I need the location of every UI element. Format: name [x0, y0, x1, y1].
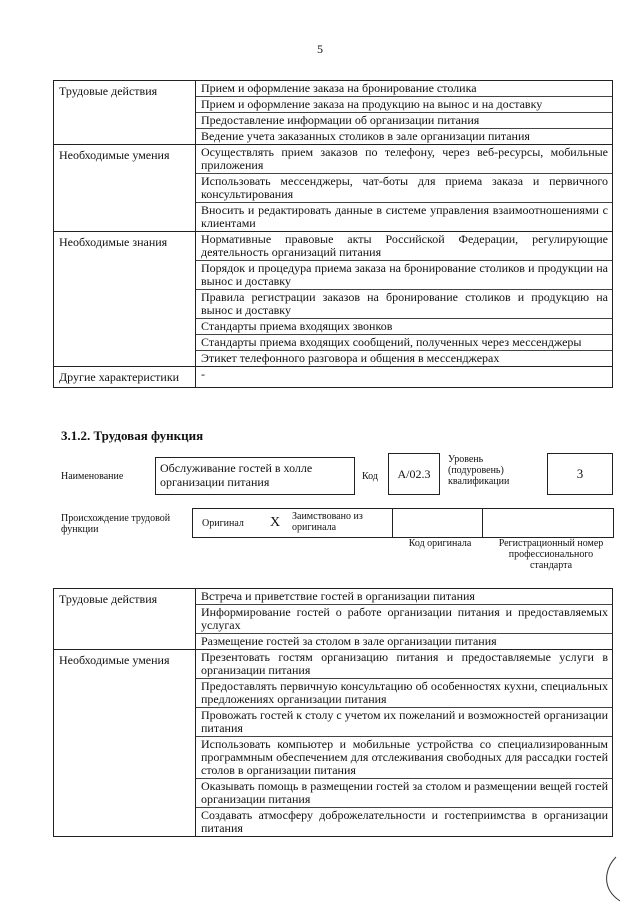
list-item: Использовать компьютер и мобильные устройства со специализированным программным обеспечением для отслеживания свободных для рассадки гостей столов в организации питания	[196, 737, 612, 779]
list-item: -	[201, 367, 205, 381]
requirements-table-2	[53, 588, 613, 837]
section-heading: 3.1.2. Трудовая функция	[61, 428, 204, 443]
original-mark: X	[270, 515, 281, 530]
origin-label: Происхождение трудовой функции	[61, 513, 171, 535]
origin-box	[192, 508, 614, 538]
code-label: Код	[362, 471, 378, 482]
original-code-label: Код оригинала	[408, 538, 472, 549]
row-items	[196, 367, 613, 388]
table-row-skills	[54, 650, 613, 837]
name-label: Наименование	[61, 471, 124, 482]
row-category: Трудовые действия	[54, 589, 196, 650]
margin-curl-mark	[600, 855, 622, 903]
table-row-labor-actions	[54, 589, 613, 650]
row-category: Необходимые знания	[54, 232, 196, 367]
borrowed-label: Заимствовано из оригинала	[292, 511, 363, 533]
row-category: Необходимые умения	[54, 145, 196, 232]
row-items	[196, 589, 613, 650]
requirements-table-1	[53, 80, 613, 388]
list-item: Предоставление информации об организации питания	[196, 113, 612, 129]
level-box: 3	[547, 453, 613, 495]
list-item: Предоставлять первичную консультацию об особенностях кухни, специальных предложениях организации питания	[196, 679, 612, 708]
list-item: Нормативные правовые акты Российской Федерации, регулирующие деятельность организаций питания	[196, 232, 612, 261]
list-item: Встреча и приветствие гостей в организации питания	[196, 589, 612, 605]
row-items	[196, 145, 613, 232]
row-items	[196, 232, 613, 367]
list-item: Осуществлять прием заказов по телефону, через веб-ресурсы, мобильные приложения	[196, 145, 612, 174]
table-row-knowledge	[54, 232, 613, 367]
list-item: Создавать атмосферу доброжелательности и гостеприимства в организации питания	[201, 808, 608, 835]
list-item: Оказывать помощь в размещении гостей за столом и размещении вещей гостей организации питания	[196, 779, 612, 808]
list-item: Ведение учета заказанных столиков в зале организации питания	[201, 129, 530, 143]
origin-divider	[482, 508, 483, 538]
row-category: Другие характеристики	[54, 367, 196, 388]
function-name-box: Обслуживание гостей в холле организации питания	[155, 457, 355, 495]
page-number: 5	[317, 42, 323, 56]
table-row-skills	[54, 145, 613, 232]
list-item: Этикет телефонного разговора и общения в мессенджерах	[201, 351, 500, 365]
list-item: Информирование гостей о работе организации питания и предоставляемых услугах	[196, 605, 612, 634]
list-item: Стандарты приема входящих сообщений, полученных через мессенджеры	[196, 335, 612, 351]
row-items	[196, 81, 613, 145]
list-item: Прием и оформление заказа на продукцию на вынос и на доставку	[196, 97, 612, 113]
table-row-other	[54, 367, 613, 388]
row-category: Необходимые умения	[54, 650, 196, 837]
list-item: Размещение гостей за столом в зале организации питания	[201, 634, 497, 648]
list-item: Использовать мессенджеры, чат-боты для приема заказа и первичного консультирования	[196, 174, 612, 203]
list-item: Порядок и процедура приема заказа на бронирование столиков и продукции на вынос и доставку	[196, 261, 612, 290]
reg-number-label: Регистрационный номер профессионального стандарта	[498, 538, 604, 571]
table-row-labor-actions	[54, 81, 613, 145]
list-item: Презентовать гостям организацию питания и предоставляемые услуги в организации питания	[196, 650, 612, 679]
origin-divider	[392, 508, 393, 538]
list-item: Вносить и редактировать данные в системе управления взаимоотношениями с клиентами	[201, 203, 608, 230]
list-item: Стандарты приема входящих звонков	[196, 319, 612, 335]
original-label: Оригинал	[202, 518, 244, 529]
row-items	[196, 650, 613, 837]
code-box: A/02.3	[388, 453, 440, 495]
list-item: Прием и оформление заказа на бронирование столика	[196, 81, 612, 97]
list-item: Провожать гостей к столу с учетом их пожеланий и возможностей организации питания	[196, 708, 612, 737]
list-item: Правила регистрации заказов на бронирование столиков и продукцию на вынос и доставку	[196, 290, 612, 319]
level-label: Уровень (подуровень) квалификации	[448, 454, 510, 487]
row-category: Трудовые действия	[54, 81, 196, 145]
